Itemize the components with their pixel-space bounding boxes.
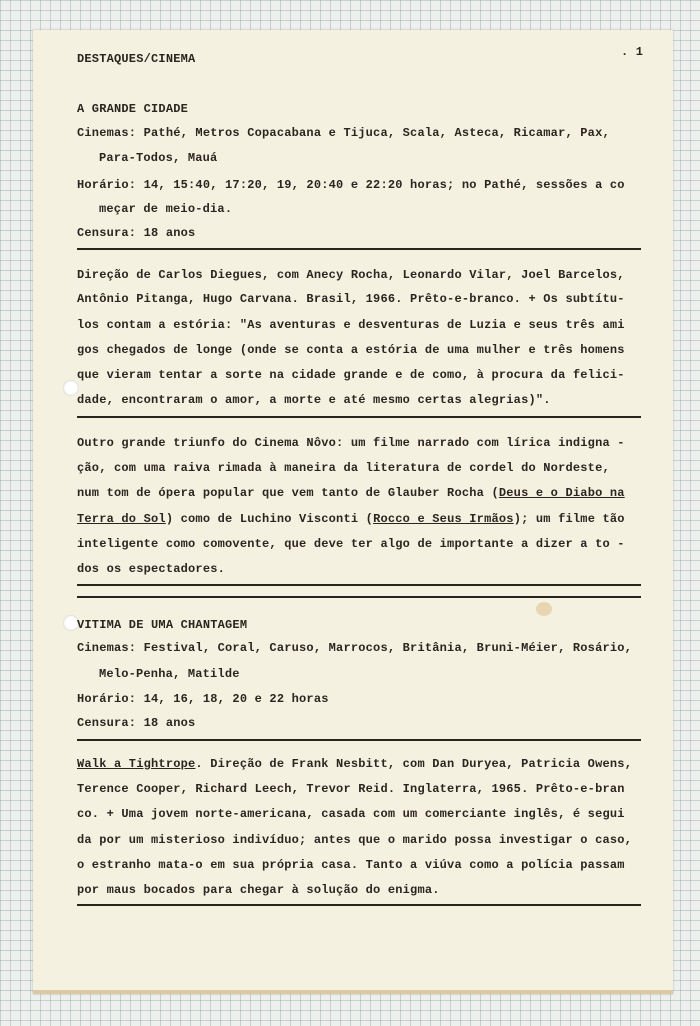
page-number: . 1 xyxy=(621,45,644,59)
synopsis-line: por maus bocados para chegar à solução do enigma. xyxy=(77,883,440,897)
synopsis-line: Direção de Carlos Diegues, com Anecy Rocha, Leonardo Vilar, Joel Barcelos, xyxy=(77,268,625,282)
synopsis-line: co. + Uma jovem norte-americana, casada com um comerciante inglês, é segui xyxy=(77,807,625,821)
cinemas-line: Para-Todos, Mauá xyxy=(99,151,218,165)
review-line: Outro grande triunfo do Cinema Nôvo: um filme narrado com lírica indigna - xyxy=(77,436,625,450)
synopsis-line: Walk a Tightrope. Direção de Frank Nesbitt, com Dan Duryea, Patricia Owens, xyxy=(77,757,633,771)
cinemas-line: Cinemas: Pathé, Metros Copacabana e Tijuca, Scala, Asteca, Ricamar, Pax, xyxy=(77,126,610,140)
film-title: VITIMA DE UMA CHANTAGEM xyxy=(77,618,248,632)
review-line: num tom de ópera popular que vem tanto de Glauber Rocha (Deus e o Diabo na xyxy=(77,486,625,500)
schedule-line: Horário: 14, 15:40, 17:20, 19, 20:40 e 22:20 horas; no Pathé, sessões a co xyxy=(77,178,625,192)
synopsis-line: gos chegados de longe (onde se conta a estória de uma mulher e três homens xyxy=(77,343,625,357)
stain xyxy=(536,602,552,616)
cinemas-line: Melo-Penha, Matilde xyxy=(99,667,240,681)
divider xyxy=(77,248,641,250)
synopsis-line: Antônio Pitanga, Hugo Carvana. Brasil, 1966. Prêto-e-branco. + Os subtítu- xyxy=(77,292,625,306)
schedule-line: Horário: 14, 16, 18, 20 e 22 horas xyxy=(77,692,329,706)
synopsis-line: que vieram tentar a sorte na cidade grande e de como, à procura da felici- xyxy=(77,368,625,382)
synopsis-line: los contam a estória: "As aventuras e desventuras de Luzia e seus três ami xyxy=(77,318,625,332)
cinemas-line: Cinemas: Festival, Coral, Caruso, Marrocos, Britânia, Bruni-Méier, Rosário, xyxy=(77,641,633,655)
typewritten-page xyxy=(33,30,673,994)
section-label: DESTAQUES/CINEMA xyxy=(77,52,196,66)
rating-line: Censura: 18 anos xyxy=(77,226,196,240)
schedule-line: meçar de meio-dia. xyxy=(99,202,233,216)
review-line: dos os espectadores. xyxy=(77,562,226,576)
review-line: inteligente como comovente, que deve ter algo de importante a dizer a to - xyxy=(77,537,625,551)
film-title: A GRANDE CIDADE xyxy=(77,102,189,116)
review-line: ção, com uma raiva rimada à maneira da literatura de cordel do Nordeste, xyxy=(77,461,610,475)
synopsis-line: dade, encontraram o amor, a morte e até mesmo certas alegrias)". xyxy=(77,393,551,407)
divider xyxy=(77,739,641,741)
divider xyxy=(77,416,641,418)
divider xyxy=(77,904,641,906)
synopsis-line: Terence Cooper, Richard Leech, Trevor Reid. Inglaterra, 1965. Prêto-e-bran xyxy=(77,782,625,796)
divider xyxy=(77,596,641,598)
synopsis-line: o estranho mata-o em sua própria casa. Tanto a viúva como a polícia passam xyxy=(77,858,625,872)
review-line: Terra do Sol) como de Luchino Visconti (Rocco e Seus Irmãos); um filme tão xyxy=(77,512,625,526)
divider xyxy=(77,584,641,586)
synopsis-line: da por um misterioso indivíduo; antes que o marido possa investigar o caso, xyxy=(77,833,633,847)
rating-line: Censura: 18 anos xyxy=(77,716,196,730)
